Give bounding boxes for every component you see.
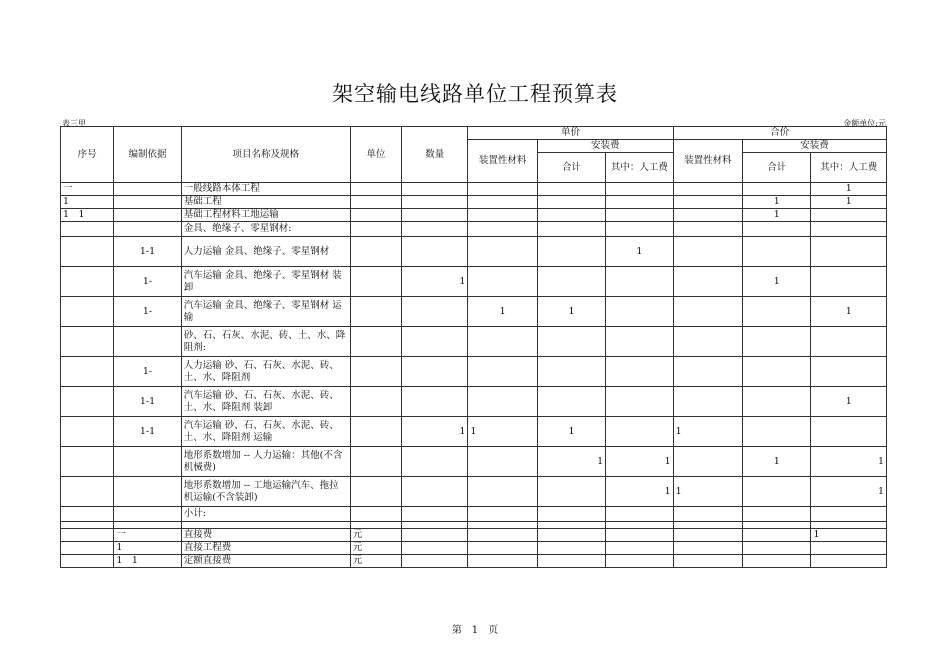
- cell-tp-subtotal: 1: [743, 447, 811, 477]
- cell-up-labor: 1: [606, 237, 673, 267]
- unit-note: 金额单位:元: [843, 119, 886, 128]
- header-tp-decor-material: 装置性材料: [673, 140, 742, 183]
- cell-tp-labor: 1: [811, 196, 887, 209]
- cell-tp-labor: 1: [811, 529, 887, 542]
- cell-unit: [350, 477, 401, 507]
- cell-item: 汽车运输 砂、石、石灰、水泥、砖、土、水、降阻剂 运输: [181, 417, 350, 447]
- cell-seq: [61, 327, 114, 357]
- cell-basis: 1-1: [114, 387, 181, 417]
- cell-tp-subtotal: 1: [743, 267, 811, 297]
- cell-tp-material: [673, 327, 742, 357]
- cell-seq: [61, 387, 114, 417]
- cell-tp-material: [673, 209, 742, 222]
- cell-tp-labor: [811, 237, 887, 267]
- cell-up-material: [468, 196, 537, 209]
- table-row: [61, 222, 887, 237]
- cell-tp-subtotal: [743, 387, 811, 417]
- cell-up-labor: [606, 555, 673, 568]
- cell-qty: [402, 196, 468, 209]
- cell-tp-subtotal: 1: [743, 196, 811, 209]
- cell-tp-labor: [811, 327, 887, 357]
- cell-tp-labor: [811, 267, 887, 297]
- cell-tp-material: [673, 297, 742, 327]
- cell-up-subtotal: [537, 267, 605, 297]
- cell-qty: [402, 542, 468, 555]
- table-row: [61, 387, 887, 417]
- cell-tp-material: [673, 222, 742, 237]
- header-unit-price: 单价: [468, 127, 673, 140]
- cell-tp-subtotal: [743, 327, 811, 357]
- cell-tp-subtotal: [743, 183, 811, 196]
- cell-unit: 元: [350, 555, 401, 568]
- cell-basis: [114, 183, 181, 196]
- cell-basis: [114, 222, 181, 237]
- cell-basis: 1-: [114, 267, 181, 297]
- cell-up-labor: [606, 417, 673, 447]
- cell-up-labor: [606, 222, 673, 237]
- cell-tp-subtotal: 1: [743, 209, 811, 222]
- cell-tp-subtotal: [743, 555, 811, 568]
- cell-tp-subtotal: [743, 297, 811, 327]
- cell-seq: [61, 507, 114, 522]
- cell-basis: [114, 477, 181, 507]
- cell-qty: [402, 529, 468, 542]
- cell-basis: [114, 196, 181, 209]
- cell-up-labor: [606, 507, 673, 522]
- cell-up-labor: 1: [606, 477, 673, 507]
- cell-up-labor: [606, 183, 673, 196]
- cell-up-subtotal: [537, 222, 605, 237]
- cell-unit: [350, 447, 401, 477]
- cell-seq: 1 1: [61, 209, 114, 222]
- table-row: [61, 267, 887, 297]
- cell-tp-subtotal: [743, 477, 811, 507]
- cell-seq: [61, 222, 114, 237]
- cell-basis: 1 1: [114, 555, 181, 568]
- cell-up-subtotal: [537, 542, 605, 555]
- table-row-spacer: [61, 522, 887, 529]
- cell-up-material: 1: [468, 417, 537, 447]
- cell-qty: [402, 357, 468, 387]
- cell-unit: [350, 387, 401, 417]
- cell-up-material: [468, 267, 537, 297]
- cell-tp-material: [673, 542, 742, 555]
- cell-up-labor: [606, 357, 673, 387]
- header-qty: 数量: [402, 127, 468, 183]
- form-label: 表三甲: [62, 119, 86, 128]
- cell-up-labor: [606, 542, 673, 555]
- cell-up-material: 1: [468, 297, 537, 327]
- cell-qty: [402, 387, 468, 417]
- cell-qty: [402, 183, 468, 196]
- cell-unit: [350, 357, 401, 387]
- table-row: [61, 237, 887, 267]
- cell-up-material: [468, 222, 537, 237]
- cell-basis: [114, 447, 181, 477]
- table-row: [61, 529, 887, 542]
- budget-table: [60, 126, 887, 568]
- table-row: [61, 417, 887, 447]
- cell-up-subtotal: [537, 237, 605, 267]
- table-row: [61, 327, 887, 357]
- cell-tp-material: 1: [673, 417, 742, 447]
- table-row: [61, 447, 887, 477]
- cell-tp-labor: [811, 417, 887, 447]
- cell-seq: [61, 357, 114, 387]
- table-row: [61, 357, 887, 387]
- cell-qty: [402, 555, 468, 568]
- cell-tp-labor: [811, 555, 887, 568]
- cell-tp-subtotal: [743, 237, 811, 267]
- cell-qty: 1: [402, 267, 468, 297]
- cell-tp-subtotal: [743, 222, 811, 237]
- cell-unit: [350, 507, 401, 522]
- cell-up-material: [468, 183, 537, 196]
- cell-seq: [61, 237, 114, 267]
- cell-item: 直接工程费: [181, 542, 350, 555]
- cell-up-subtotal: [537, 387, 605, 417]
- cell-basis: [114, 507, 181, 522]
- cell-qty: [402, 237, 468, 267]
- cell-tp-subtotal: [743, 417, 811, 447]
- cell-seq: [61, 417, 114, 447]
- cell-up-labor: [606, 297, 673, 327]
- cell-unit: [350, 267, 401, 297]
- cell-item: 直接费: [181, 529, 350, 542]
- cell-qty: [402, 209, 468, 222]
- page-title: 架空输电线路单位工程预算表: [332, 82, 618, 106]
- cell-up-subtotal: 1: [537, 417, 605, 447]
- cell-up-subtotal: [537, 529, 605, 542]
- cell-up-material: [468, 209, 537, 222]
- table-row: [61, 196, 887, 209]
- cell-up-material: [468, 507, 537, 522]
- cell-item: 定额直接费: [181, 555, 350, 568]
- cell-up-labor: [606, 267, 673, 297]
- cell-seq: [61, 542, 114, 555]
- cell-tp-material: [673, 555, 742, 568]
- cell-qty: [402, 477, 468, 507]
- cell-up-material: [468, 357, 537, 387]
- cell-seq: [61, 267, 114, 297]
- cell-qty: [402, 222, 468, 237]
- header-tp-install-fee: 安装费: [743, 140, 887, 153]
- cell-seq: [61, 297, 114, 327]
- table-row: [61, 183, 887, 196]
- cell-tp-labor: 1: [811, 183, 887, 196]
- header-total-price: 合价: [673, 127, 886, 140]
- cell-unit: [350, 222, 401, 237]
- cell-unit: [350, 209, 401, 222]
- cell-item: 人力运输 砂、石、石灰、水泥、砖、土、水、降阻剂: [181, 357, 350, 387]
- cell-tp-subtotal: [743, 357, 811, 387]
- header-unit: 单位: [350, 127, 401, 183]
- header-basis: 编制依据: [114, 127, 181, 183]
- cell-tp-material: [673, 507, 742, 522]
- cell-tp-subtotal: [743, 507, 811, 522]
- cell-up-labor: 1: [606, 447, 673, 477]
- cell-qty: [402, 507, 468, 522]
- table-row: [61, 555, 887, 568]
- table-row: [61, 209, 887, 222]
- cell-unit: 元: [350, 529, 401, 542]
- cell-seq: [61, 555, 114, 568]
- cell-unit: [350, 297, 401, 327]
- cell-up-subtotal: [537, 196, 605, 209]
- cell-unit: 元: [350, 542, 401, 555]
- header-item: 项目名称及规格: [181, 127, 350, 183]
- cell-tp-material: [673, 529, 742, 542]
- cell-up-material: [468, 542, 537, 555]
- cell-up-material: [468, 477, 537, 507]
- cell-basis: 1: [114, 542, 181, 555]
- cell-unit: [350, 417, 401, 447]
- cell-qty: 1: [402, 417, 468, 447]
- header-up-labor: 其中：人工费: [606, 153, 673, 183]
- header-up-decor-material: 装置性材料: [468, 140, 537, 183]
- cell-tp-labor: [811, 209, 887, 222]
- cell-basis: 1-: [114, 357, 181, 387]
- cell-seq: [61, 529, 114, 542]
- cell-seq: [61, 447, 114, 477]
- cell-up-labor: [606, 327, 673, 357]
- cell-basis: 一: [114, 529, 181, 542]
- cell-unit: [350, 237, 401, 267]
- table-row: [61, 297, 887, 327]
- cell-up-subtotal: [537, 327, 605, 357]
- cell-up-material: [468, 447, 537, 477]
- cell-up-subtotal: [537, 507, 605, 522]
- cell-qty: [402, 327, 468, 357]
- cell-seq: [61, 477, 114, 507]
- cell-tp-labor: [811, 542, 887, 555]
- cell-item: 基础工程材料工地运输: [181, 209, 350, 222]
- cell-item: 金具、绝缘子、零星钢材:: [181, 222, 350, 237]
- cell-tp-labor: 1: [811, 297, 887, 327]
- cell-basis: 1-1: [114, 417, 181, 447]
- cell-qty: [402, 297, 468, 327]
- cell-tp-material: [673, 447, 742, 477]
- cell-up-material: [468, 529, 537, 542]
- cell-unit: [350, 183, 401, 196]
- table-row: [61, 542, 887, 555]
- cell-tp-labor: 1: [811, 387, 887, 417]
- cell-tp-labor: 1: [811, 447, 887, 477]
- cell-up-material: [468, 555, 537, 568]
- cell-seq: 1: [61, 196, 114, 209]
- cell-item: 人力运输 金具、绝缘子、零星钢材: [181, 237, 350, 267]
- cell-tp-labor: [811, 222, 887, 237]
- cell-tp-labor: 1: [811, 477, 887, 507]
- cell-up-subtotal: 1: [537, 447, 605, 477]
- header-up-install-fee: 安装费: [537, 140, 673, 153]
- cell-up-labor: [606, 209, 673, 222]
- cell-tp-labor: [811, 357, 887, 387]
- cell-item: 汽车运输 砂、石、石灰、水泥、砖、土、水、降阻剂 装卸: [181, 387, 350, 417]
- cell-up-subtotal: [537, 357, 605, 387]
- cell-item: 小计:: [181, 507, 350, 522]
- header-seq: 序号: [61, 127, 114, 183]
- cell-up-subtotal: [537, 209, 605, 222]
- cell-unit: [350, 327, 401, 357]
- cell-item: 汽车运输 金具、绝缘子、零星钢材 运输: [181, 297, 350, 327]
- cell-up-material: [468, 327, 537, 357]
- header-tp-labor: 其中：人工费: [811, 153, 887, 183]
- cell-up-subtotal: [537, 477, 605, 507]
- cell-tp-material: [673, 183, 742, 196]
- cell-item: 地形系数增加 -- 人力运输：其他(不含机械费): [181, 447, 350, 477]
- cell-up-subtotal: [537, 183, 605, 196]
- cell-item: 基础工程: [181, 196, 350, 209]
- cell-tp-labor: [811, 507, 887, 522]
- cell-tp-material: [673, 387, 742, 417]
- cell-tp-subtotal: [743, 542, 811, 555]
- cell-up-labor: [606, 196, 673, 209]
- cell-basis: [114, 209, 181, 222]
- cell-qty: [402, 447, 468, 477]
- cell-item: 砂、石、石灰、水泥、砖、土、水、降阻剂:: [181, 327, 350, 357]
- cell-up-subtotal: 1: [537, 297, 605, 327]
- cell-seq: 一: [61, 183, 114, 196]
- cell-tp-material: [673, 357, 742, 387]
- table-row: [61, 477, 887, 507]
- cell-up-material: [468, 237, 537, 267]
- cell-basis: 1-1: [114, 237, 181, 267]
- cell-up-labor: [606, 387, 673, 417]
- table-row: [61, 507, 887, 522]
- cell-item: 汽车运输 金具、绝缘子、零星钢材 装卸: [181, 267, 350, 297]
- page-number: 第 1 页: [451, 625, 499, 636]
- cell-up-subtotal: [537, 555, 605, 568]
- cell-basis: 1-: [114, 297, 181, 327]
- cell-tp-subtotal: [743, 529, 811, 542]
- cell-tp-material: [673, 237, 742, 267]
- cell-up-labor: [606, 529, 673, 542]
- cell-item: 一般线路本体工程: [181, 183, 350, 196]
- cell-up-material: [468, 387, 537, 417]
- cell-unit: [350, 196, 401, 209]
- cell-tp-material: 1: [673, 477, 742, 507]
- header-tp-subtotal: 合计: [743, 153, 811, 183]
- cell-tp-material: [673, 196, 742, 209]
- header-up-subtotal: 合计: [537, 153, 605, 183]
- cell-tp-material: [673, 267, 742, 297]
- cell-item: 地形系数增加 -- 工地运输汽车、拖拉机运输(不含装卸): [181, 477, 350, 507]
- cell-basis: [114, 327, 181, 357]
